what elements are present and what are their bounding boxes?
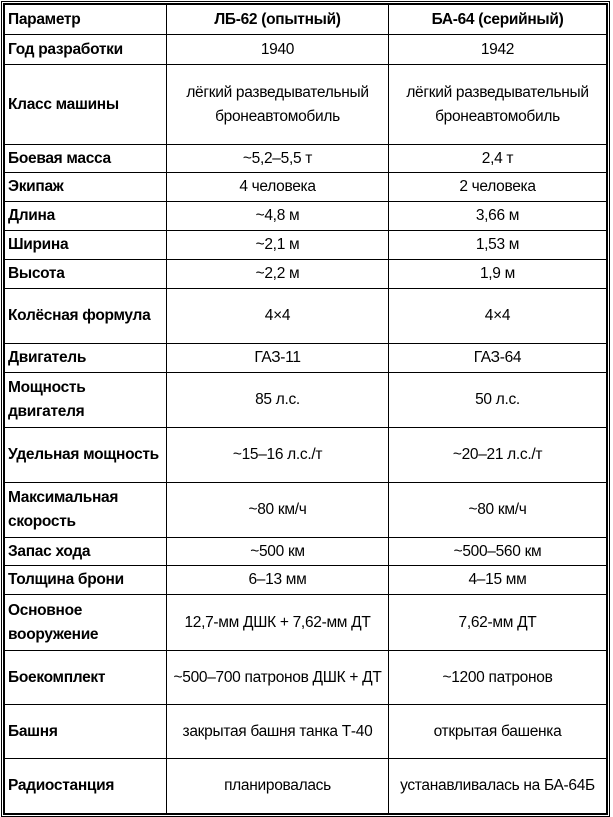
lb62-value-cell: 4 человека (167, 173, 389, 202)
table-row (5, 344, 607, 373)
ba64-value-cell: ~1200 патронов (389, 651, 607, 705)
parameter-cell: Ширина (5, 231, 167, 260)
parameter-cell: Удельная мощность (5, 428, 167, 483)
parameter-cell: Боекомплект (5, 651, 167, 705)
lb62-value-cell: ~500 км (167, 538, 389, 566)
ba64-value-cell: 7,62-мм ДТ (389, 595, 607, 651)
ba64-value-cell: 2 человека (389, 173, 607, 202)
ba64-value-cell: открытая башенка (389, 705, 607, 759)
lb62-value-cell: ~4,8 м (167, 202, 389, 231)
ba64-value-cell: 1942 (389, 35, 607, 65)
lb62-value-cell: 4×4 (167, 289, 389, 344)
parameter-cell: Максимальная скорость (5, 483, 167, 538)
lb62-value-cell: ~5,2–5,5 т (167, 145, 389, 173)
header-parameter: Параметр (5, 5, 167, 35)
table-row (5, 651, 607, 705)
lb62-value-cell: ~500–700 патронов ДШК + ДТ (167, 651, 389, 705)
ba64-value-cell: ~500–560 км (389, 538, 607, 566)
header-lb62: ЛБ-62 (опытный) (167, 5, 389, 35)
table-row (5, 759, 607, 814)
table-row (5, 289, 607, 344)
table-row (5, 483, 607, 538)
table-row (5, 428, 607, 483)
parameter-cell: Двигатель (5, 344, 167, 373)
lb62-value-cell: закрытая башня танка Т-40 (167, 705, 389, 759)
header-ba64: БА-64 (серийный) (389, 5, 607, 35)
parameter-cell: Башня (5, 705, 167, 759)
comparison-table (4, 4, 607, 814)
table-row (5, 538, 607, 566)
table-row (5, 65, 607, 145)
header-row (5, 5, 607, 35)
lb62-value-cell: лёгкий разведывательный бронеавтомобиль (167, 65, 389, 145)
ba64-value-cell: 2,4 т (389, 145, 607, 173)
ba64-value-cell: ~20–21 л.с./т (389, 428, 607, 483)
ba64-value-cell: 1,9 м (389, 260, 607, 289)
ba64-value-cell: лёгкий разведывательный бронеавтомобиль (389, 65, 607, 145)
ba64-value-cell: 4–15 мм (389, 566, 607, 595)
table-row (5, 35, 607, 65)
lb62-value-cell: ГАЗ-11 (167, 344, 389, 373)
parameter-cell: Основное вооружение (5, 595, 167, 651)
table-row (5, 202, 607, 231)
ba64-value-cell: 3,66 м (389, 202, 607, 231)
ba64-value-cell: ГАЗ-64 (389, 344, 607, 373)
parameter-cell: Боевая масса (5, 145, 167, 173)
table-row (5, 705, 607, 759)
lb62-value-cell: 1940 (167, 35, 389, 65)
parameter-cell: Колёсная формула (5, 289, 167, 344)
table-row (5, 595, 607, 651)
parameter-cell: Длина (5, 202, 167, 231)
ba64-value-cell: устанавливалась на БА-64Б (389, 759, 607, 814)
lb62-value-cell: 85 л.с. (167, 373, 389, 428)
parameter-cell: Экипаж (5, 173, 167, 202)
parameter-cell: Запас хода (5, 538, 167, 566)
table-row (5, 231, 607, 260)
lb62-value-cell: планировалась (167, 759, 389, 814)
table-row (5, 566, 607, 595)
table-row (5, 173, 607, 202)
parameter-cell: Высота (5, 260, 167, 289)
ba64-value-cell: 1,53 м (389, 231, 607, 260)
ba64-value-cell: 4×4 (389, 289, 607, 344)
ba64-value-cell: 50 л.с. (389, 373, 607, 428)
parameter-cell: Класс машины (5, 65, 167, 145)
lb62-value-cell: ~80 км/ч (167, 483, 389, 538)
table-row (5, 145, 607, 173)
table-row (5, 373, 607, 428)
ba64-value-cell: ~80 км/ч (389, 483, 607, 538)
lb62-value-cell: ~15–16 л.с./т (167, 428, 389, 483)
lb62-value-cell: 6–13 мм (167, 566, 389, 595)
comparison-table-frame (1, 1, 610, 817)
lb62-value-cell: 12,7-мм ДШК + 7,62-мм ДТ (167, 595, 389, 651)
parameter-cell: Год разработки (5, 35, 167, 65)
parameter-cell: Мощность двигателя (5, 373, 167, 428)
table-row (5, 260, 607, 289)
parameter-cell: Толщина брони (5, 566, 167, 595)
lb62-value-cell: ~2,2 м (167, 260, 389, 289)
parameter-cell: Радиостанция (5, 759, 167, 814)
lb62-value-cell: ~2,1 м (167, 231, 389, 260)
